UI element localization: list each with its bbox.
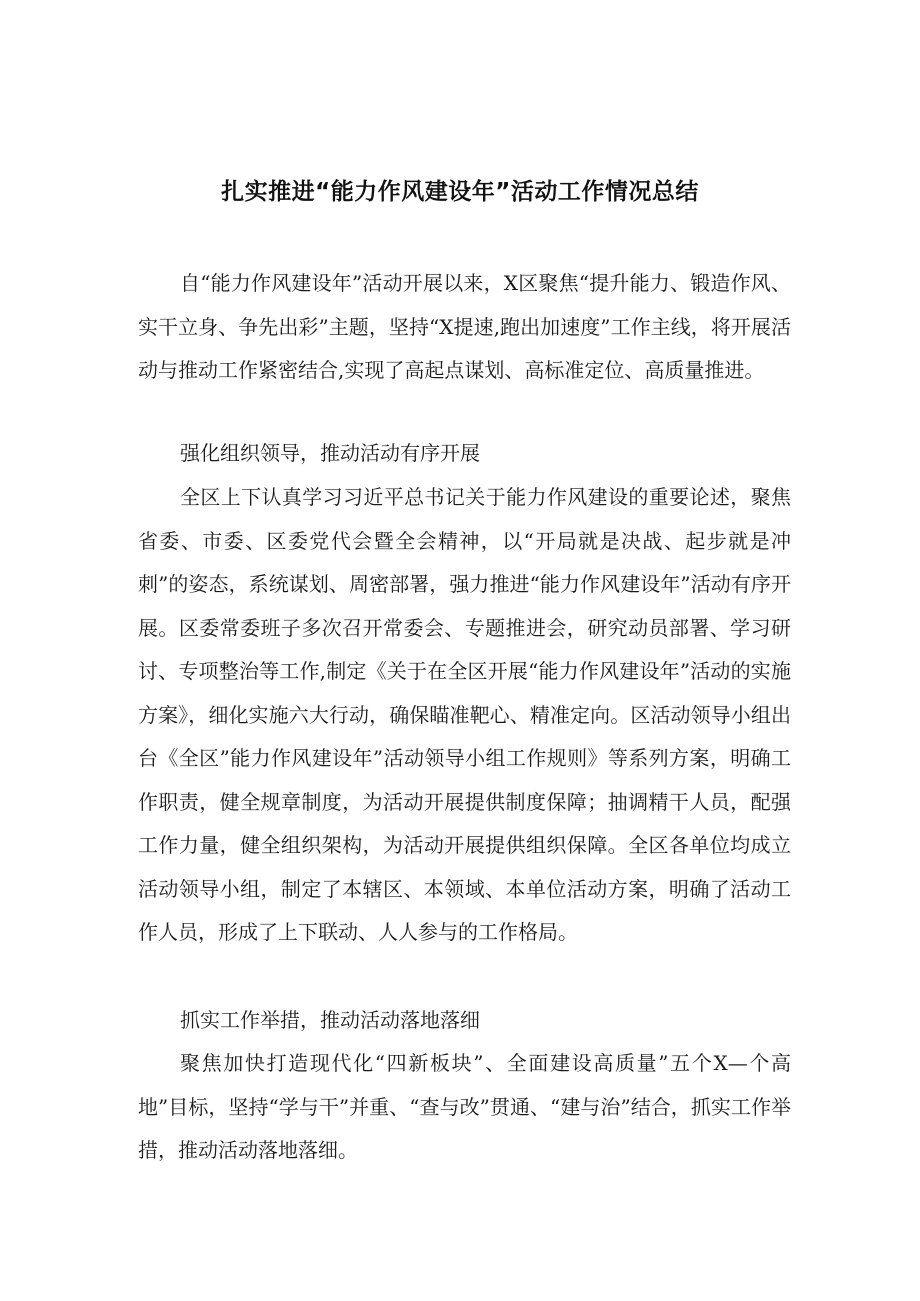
document-title: 扎实推进“能力作风建设年”活动工作情况总结 <box>221 179 699 205</box>
paragraph-organization: 全区上下认真学习习近平总书记关于能力作风建设的重要论述，聚焦省委、市委、区委党代会暨全会精神，以“开局就是决战、起步就是冲刺”的姿态，系统谋划、周密部署，强力推进“能力作风建设年”活动有序开展。区委常委班子多次召开常委会、专题推进会，研究动员部署、学习研讨、专项整治等工作,制定《关于在全区开展“能力作风建设年”活动的实施方案》，细化实施六大行动，确保瞄准靶心、精准定向。区活动领导小组出台《全区”能力作风建设年”活动领导小组工作规则》等系列方案，明确工作职责，健全规章制度，为活动开展提供制度保障；抽调精干人员，配强工作力量，健全组织架构，为活动开展提供组织保障。全区各单位均成立活动领导小组，制定了本辖区、本领域、本单位活动方案，明确了活动工作人员，形成了上下联动、人人参与的工作格局。 <box>138 485 791 944</box>
paragraph-measures: 聚焦加快打造现代化“四新板块”、全面建设高质量”五个X—个高地”目标，坚持“学与干”并重、“查与改”贯通、“建与治”结合，抓实工作举措，推动活动落地落细。 <box>138 1051 791 1162</box>
paragraph-intro: 自“能力作风建设年”活动开展以来，X区聚焦“提升能力、锻造作风、实干立身、争先出彩”主题，坚持“X提速,跑出加速度”工作主线，将开展活动与推动工作紧密结合,实现了高起点谋划、高标准定位、高质量推进。 <box>138 271 791 382</box>
section-heading-measures: 抓实工作举措，推动活动落地落细 <box>180 1008 480 1032</box>
section-heading-organization: 强化组织领导，推动活动有序开展 <box>180 441 480 465</box>
